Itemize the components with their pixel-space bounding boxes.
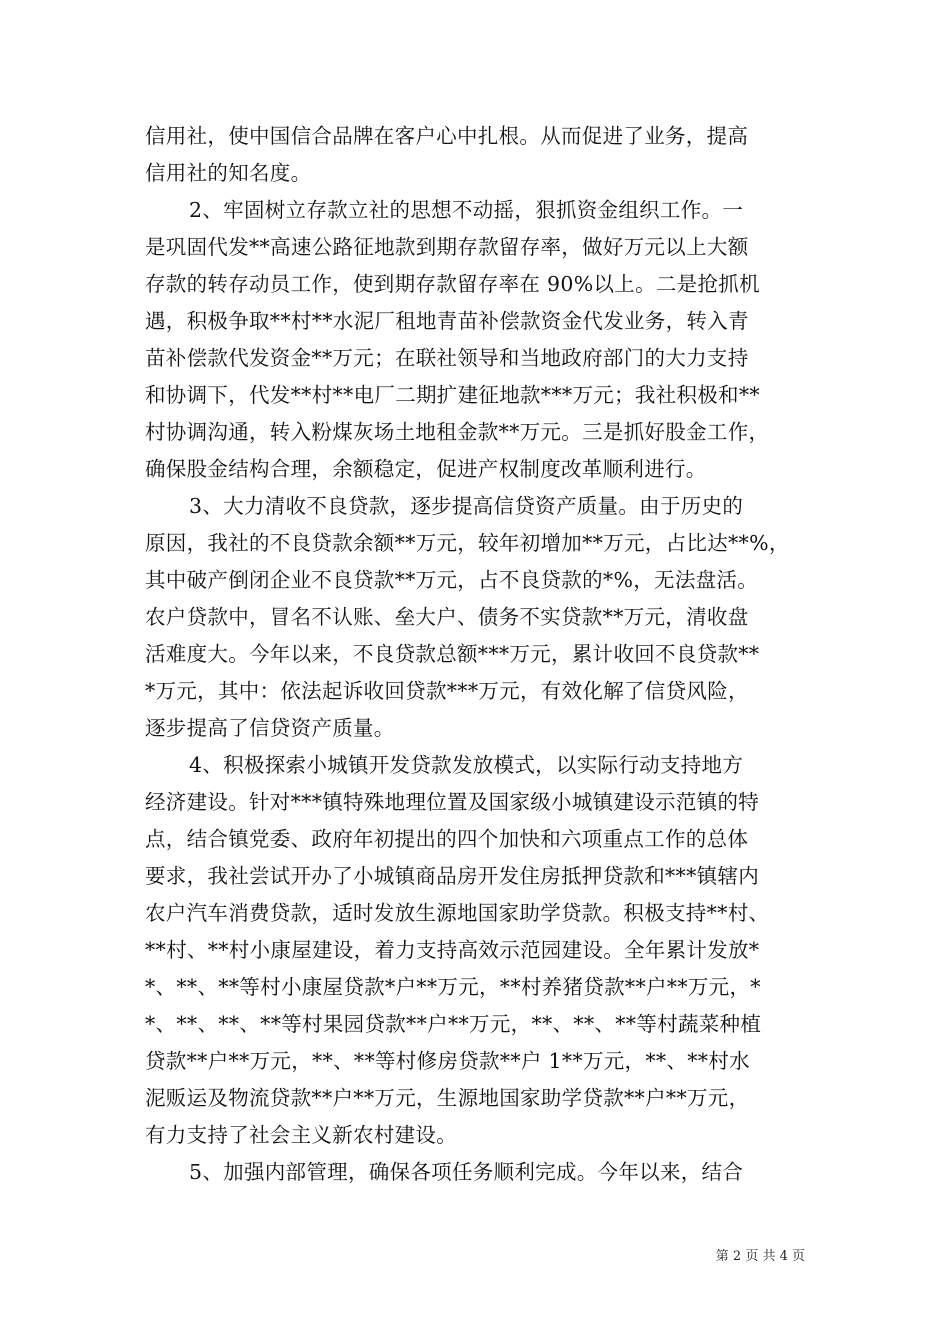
document-text-line: *万元，其中：依法起诉收回贷款***万元，有效化解了信贷风险，: [145, 679, 749, 703]
document-text-line: 和协调下，代发**村**电厂二期扩建征地款***万元；我社积极和**: [145, 383, 760, 407]
document-text-line: 遇，积极争取**村**水泥厂租地青苗补偿款资金代发业务，转入青: [145, 309, 749, 333]
document-text-line: 泥贩运及物流贷款**户**万元，生源地国家助学贷款**户**万元，: [145, 1086, 750, 1110]
document-text-line: 信用社，使中国信合品牌在客户心中扎根。从而促进了业务，提高: [145, 124, 749, 148]
document-text-line: 经济建设。针对***镇特殊地理位置及国家级小城镇建设示范镇的特: [145, 790, 760, 814]
document-text-line: 5、加强内部管理，确保各项任务顺利完成。今年以来，结合: [189, 1160, 744, 1184]
document-text-line: 信用社的知名度。: [145, 161, 312, 185]
page-number-footer: 第 2 页 共 4 页: [715, 1249, 805, 1264]
document-text-line: 其中破产倒闭企业不良贷款**万元，占不良贷款的*%，无法盘活。: [145, 568, 759, 592]
document-text-line: 村协调沟通，转入粉煤灰场土地租金款**万元。三是抓好股金工作，: [145, 420, 770, 444]
document-text-line: 活难度大。今年以来，不良贷款总额***万元，累计收回不良贷款**: [145, 642, 760, 666]
document-text-line: 4、积极探索小城镇开发贷款发放模式，以实际行动支持地方: [189, 753, 744, 777]
document-text-line: 贷款**户**万元，**、**等村修房贷款**户 1**万元，**、**村水: [145, 1049, 750, 1073]
document-text-line: 原因，我社的不良贷款余额**万元，较年初增加**万元，占比达**%，: [145, 531, 790, 555]
document-text-line: *、**、**等村小康屋贷款*户**万元，**村养猪贷款**户**万元，*: [145, 975, 761, 999]
document-text-line: 要求，我社尝试开办了小城镇商品房开发住房抵押贷款和***镇辖内: [145, 864, 760, 888]
document-body: [145, 118, 809, 1191]
document-text-line: 存款的转存动员工作，使到期存款留存率在 90%以上。二是抢抓机: [145, 272, 760, 296]
document-text-line: 2、牢固树立存款立社的思想不动摇，狠抓资金组织工作。一: [189, 198, 744, 222]
document-text-line: 3、大力清收不良贷款，逐步提高信贷资产质量。由于历史的: [189, 494, 744, 518]
document-text-line: 苗补偿款代发资金**万元；在联社领导和当地政府部门的大力支持: [145, 346, 749, 370]
document-text-line: 农户贷款中，冒名不认账、垒大户、债务不实贷款**万元，清收盘: [145, 605, 749, 629]
document-text-line: 农户汽车消费贷款，适时发放生源地国家助学贷款。积极支持**村、: [145, 901, 770, 925]
document-text-line: *、**、**、**等村果园贷款**户**万元，**、**、**等村蔬菜种植: [145, 1012, 762, 1036]
document-text-line: 点，结合镇党委、政府年初提出的四个加快和六项重点工作的总体: [145, 827, 749, 851]
document-text-line: **村、**村小康屋建设，着力支持高效示范园建设。全年累计发放*: [145, 938, 760, 962]
document-text-line: 逐步提高了信贷资产质量。: [145, 716, 395, 740]
document-text-line: 是巩固代发**高速公路征地款到期存款留存率，做好万元以上大额: [145, 235, 749, 259]
document-text-line: 确保股金结构合理，余额稳定，促进产权制度改革顺利进行。: [145, 457, 707, 481]
document-text-line: 有力支持了社会主义新农村建设。: [145, 1123, 457, 1147]
